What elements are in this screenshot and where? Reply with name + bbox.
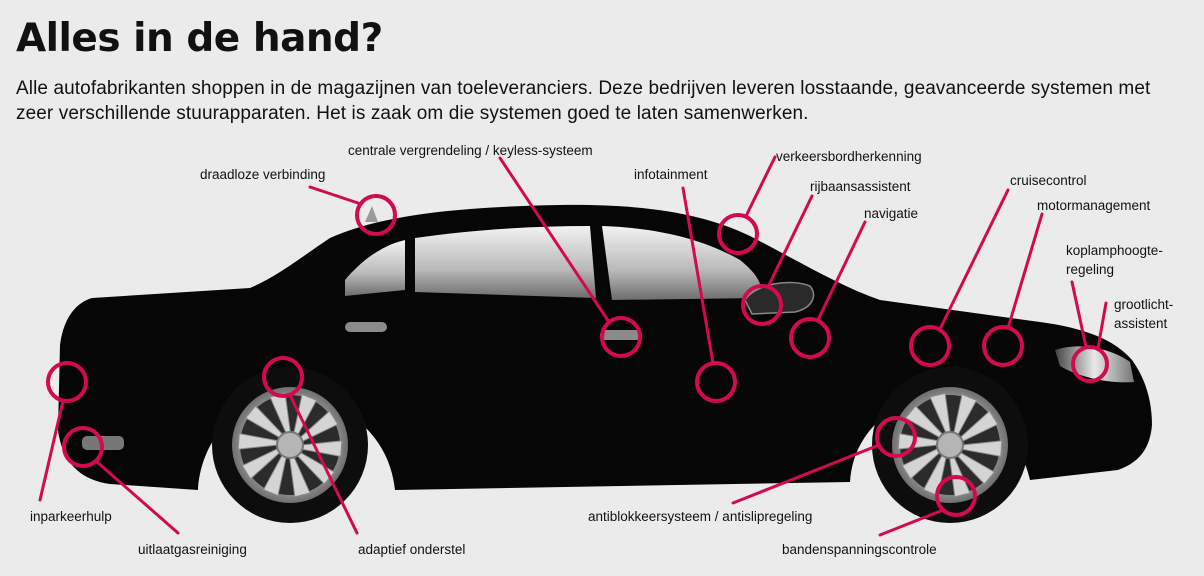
leader-banden: [880, 510, 943, 535]
label-inparkeerhulp: inparkeerhulp: [30, 509, 112, 524]
label-uitlaatgasreiniging: uitlaatgasreiniging: [138, 542, 247, 557]
intro-text: Alle autofabrikanten shoppen in de magazijnen van toeleveranciers. Deze bedrijven leveren losstaande, geavanceerde systemen met zeer verschillende stuurapparaten. Het is zaak om die systemen goed te laten samenwerken.: [16, 78, 1151, 124]
label-infotainment: infotainment: [634, 167, 708, 182]
leader-motor: [1008, 214, 1042, 328]
label-grootlichtassistent-2: assistent: [1114, 316, 1168, 331]
label-motormanagement: motormanagement: [1037, 198, 1151, 213]
antenna: [365, 206, 378, 222]
label-draadloze-verbinding: draadloze verbinding: [200, 167, 326, 182]
label-koplamphoogteregeling-2: regeling: [1066, 262, 1115, 277]
label-centrale-vergrendeling: centrale vergrendeling / keyless-systeem: [348, 143, 593, 158]
leader-inparkeer: [40, 401, 63, 500]
leader-draadloze: [310, 187, 361, 204]
hub-cap: [277, 432, 303, 458]
leader-cruise: [940, 190, 1008, 329]
label-antiblokkeersysteem: antiblokkeersysteem / antislipregeling: [588, 509, 813, 524]
label-navigatie: navigatie: [864, 206, 919, 221]
hub-cap: [937, 432, 963, 458]
front-wheel: [872, 367, 1028, 523]
label-grootlichtassistent-1: grootlicht-: [1114, 297, 1174, 312]
label-cruisecontrol: cruisecontrol: [1010, 173, 1087, 188]
front-door-handle: [600, 330, 642, 340]
label-adaptief-onderstel: adaptief onderstel: [358, 542, 466, 557]
rear-door-handle: [345, 322, 387, 332]
label-bandenspanningscontrole: bandenspanningscontrole: [782, 542, 937, 557]
rear-wheel: [212, 367, 368, 523]
label-verkeersbordherkenning: verkeersbordherkenning: [776, 149, 922, 164]
page-title: Alles in de hand?: [16, 16, 383, 61]
leader-verkeersbord: [746, 157, 775, 216]
label-koplamphoogteregeling-1: koplamphoogte-: [1066, 243, 1163, 258]
label-rijbaansassistent: rijbaansassistent: [810, 179, 911, 194]
